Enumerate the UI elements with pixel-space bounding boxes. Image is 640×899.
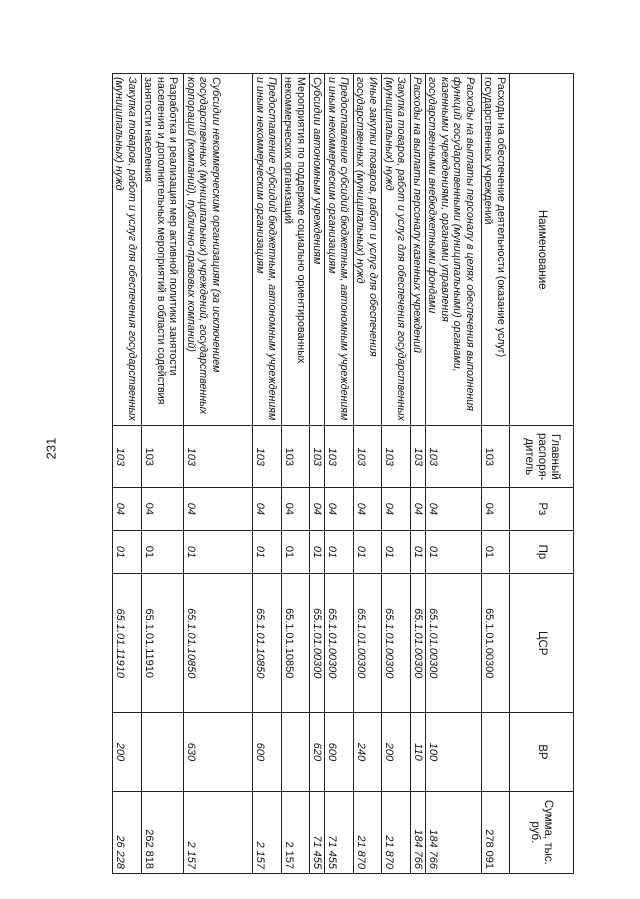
cell-sum: 26 228 — [113, 791, 142, 873]
cell-pr: 01 — [281, 530, 309, 574]
cell-csr: 65.1.01.11910 — [113, 574, 142, 713]
cell-sum: 71 455 — [310, 791, 325, 873]
cell-rz: 04 — [281, 488, 309, 530]
cell-csr: 65.1.01.00300 — [325, 574, 353, 713]
cell-sum: 71 455 — [325, 791, 353, 873]
cell-sum: 2 157 — [253, 791, 281, 873]
cell-rz: 04 — [310, 488, 325, 530]
header-sum: Сумма, тыс. руб. — [510, 791, 574, 873]
cell-pr: 01 — [310, 530, 325, 574]
cell-name: Мероприятия по поддержке социально ориентированных некоммерческих организаций — [281, 74, 309, 426]
cell-gr: 103 — [310, 426, 325, 488]
cell-csr: 65.1.01.10850 — [281, 574, 309, 713]
table-row — [253, 74, 281, 874]
cell-gr: 103 — [481, 426, 509, 488]
cell-vr: 110 — [410, 713, 425, 791]
cell-rz: 04 — [184, 488, 253, 530]
cell-rz: 04 — [425, 488, 481, 530]
table-row — [310, 74, 325, 874]
cell-csr: 65.1.01.00300 — [410, 574, 425, 713]
cell-sum: 184 766 — [425, 791, 481, 873]
cell-name: Расходы на выплаты персоналу казенных учреждений — [410, 74, 425, 426]
cell-rz: 04 — [141, 488, 184, 530]
cell-rz: 04 — [113, 488, 142, 530]
budget-table — [112, 73, 574, 874]
cell-rz: 04 — [325, 488, 353, 530]
cell-vr: 630 — [184, 713, 253, 791]
table-row — [325, 74, 353, 874]
cell-vr: 200 — [113, 713, 142, 791]
cell-gr: 103 — [141, 426, 184, 488]
table-row — [113, 74, 142, 874]
cell-pr: 01 — [410, 530, 425, 574]
cell-pr: 01 — [481, 530, 509, 574]
cell-name: Иные закупки товаров, работ и услуг для обеспечения государственных (муниципальных) нужд — [353, 74, 381, 426]
header-pr: Пр — [510, 530, 574, 574]
cell-vr — [281, 713, 309, 791]
table-row — [141, 74, 184, 874]
table-row — [353, 74, 381, 874]
cell-gr: 103 — [425, 426, 481, 488]
table-row — [481, 74, 509, 874]
header-vr: ВР — [510, 713, 574, 791]
table-row — [425, 74, 481, 874]
cell-vr: 200 — [382, 713, 410, 791]
cell-csr: 65.1.01.00300 — [382, 574, 410, 713]
cell-vr: 240 — [353, 713, 381, 791]
cell-pr: 01 — [113, 530, 142, 574]
cell-gr: 103 — [325, 426, 353, 488]
cell-csr: 65.1.01.00300 — [425, 574, 481, 713]
cell-name: Закупка товаров, работ и услуг для обеспечения государственных (муниципальных) нужд — [382, 74, 410, 426]
cell-rz: 04 — [481, 488, 509, 530]
cell-gr: 103 — [253, 426, 281, 488]
table-row — [184, 74, 253, 874]
table-header-row — [510, 74, 574, 874]
cell-rz: 04 — [410, 488, 425, 530]
cell-vr — [141, 713, 184, 791]
table-row — [382, 74, 410, 874]
cell-name: Закупка товаров, работ и услуг для обеспечения государственных (муниципальных) нужд — [113, 74, 142, 426]
cell-vr: 620 — [310, 713, 325, 791]
cell-vr: 600 — [325, 713, 353, 791]
cell-pr: 01 — [425, 530, 481, 574]
header-name: Наименование — [510, 74, 574, 426]
header-csr: ЦСР — [510, 574, 574, 713]
cell-gr: 103 — [113, 426, 142, 488]
cell-csr: 65.1.01.00300 — [310, 574, 325, 713]
cell-pr: 01 — [353, 530, 381, 574]
cell-vr — [481, 713, 509, 791]
cell-sum: 262 818 — [141, 791, 184, 873]
table-row — [281, 74, 309, 874]
cell-sum: 184 766 — [410, 791, 425, 873]
cell-rz: 04 — [353, 488, 381, 530]
cell-csr: 65.1.01.11910 — [141, 574, 184, 713]
cell-pr: 01 — [184, 530, 253, 574]
cell-gr: 103 — [353, 426, 381, 488]
cell-gr: 103 — [281, 426, 309, 488]
cell-rz: 04 — [253, 488, 281, 530]
budget-table-container — [112, 73, 574, 874]
cell-csr: 65.1.01.00300 — [481, 574, 509, 713]
cell-name: Субсидии автономным учреждениям — [310, 74, 325, 426]
cell-pr: 01 — [141, 530, 184, 574]
header-rz: Рз — [510, 488, 574, 530]
cell-gr: 103 — [410, 426, 425, 488]
cell-pr: 01 — [325, 530, 353, 574]
cell-csr: 65.1.01.10850 — [184, 574, 253, 713]
cell-sum: 21 870 — [353, 791, 381, 873]
cell-gr: 103 — [382, 426, 410, 488]
cell-csr: 65.1.01.10850 — [253, 574, 281, 713]
cell-rz: 04 — [382, 488, 410, 530]
cell-vr: 600 — [253, 713, 281, 791]
header-glavny: Главный распоря-дитель — [510, 426, 574, 488]
cell-name: Расходы на выплаты персоналу в целях обеспечения выполнения функций государственными (муниципальными) органами, казенными учреждениями, органами управления государственными внебюджетными фондами — [425, 74, 481, 426]
cell-sum: 2 157 — [184, 791, 253, 873]
cell-sum: 278 091 — [481, 791, 509, 873]
table-row — [410, 74, 425, 874]
cell-pr: 01 — [253, 530, 281, 574]
cell-name: Субсидии некоммерческим организациям (за исключением государственных (муниципальных) учреждений, государственных корпораций (компаний), публично-правовых компаний) — [184, 74, 253, 426]
page-number: 231 — [43, 437, 59, 460]
cell-pr: 01 — [382, 530, 410, 574]
cell-name: Разработка и реализация мер активной политики занятости населения и дополнительных мероприятий в области содействия занятости населения — [141, 74, 184, 426]
cell-csr: 65.1.01.00300 — [353, 574, 381, 713]
cell-name: Предоставление субсидий бюджетным, автономным учреждениям и иным некоммерческим организациям — [325, 74, 353, 426]
cell-sum: 21 870 — [382, 791, 410, 873]
cell-sum: 2 157 — [281, 791, 309, 873]
cell-name: Расходы на обеспечение деятельности (оказание услуг) государственных учреждений — [481, 74, 509, 426]
cell-vr: 100 — [425, 713, 481, 791]
cell-name: Предоставление субсидий бюджетным, автономным учреждениям и иным некоммерческим организациям — [253, 74, 281, 426]
cell-gr: 103 — [184, 426, 253, 488]
